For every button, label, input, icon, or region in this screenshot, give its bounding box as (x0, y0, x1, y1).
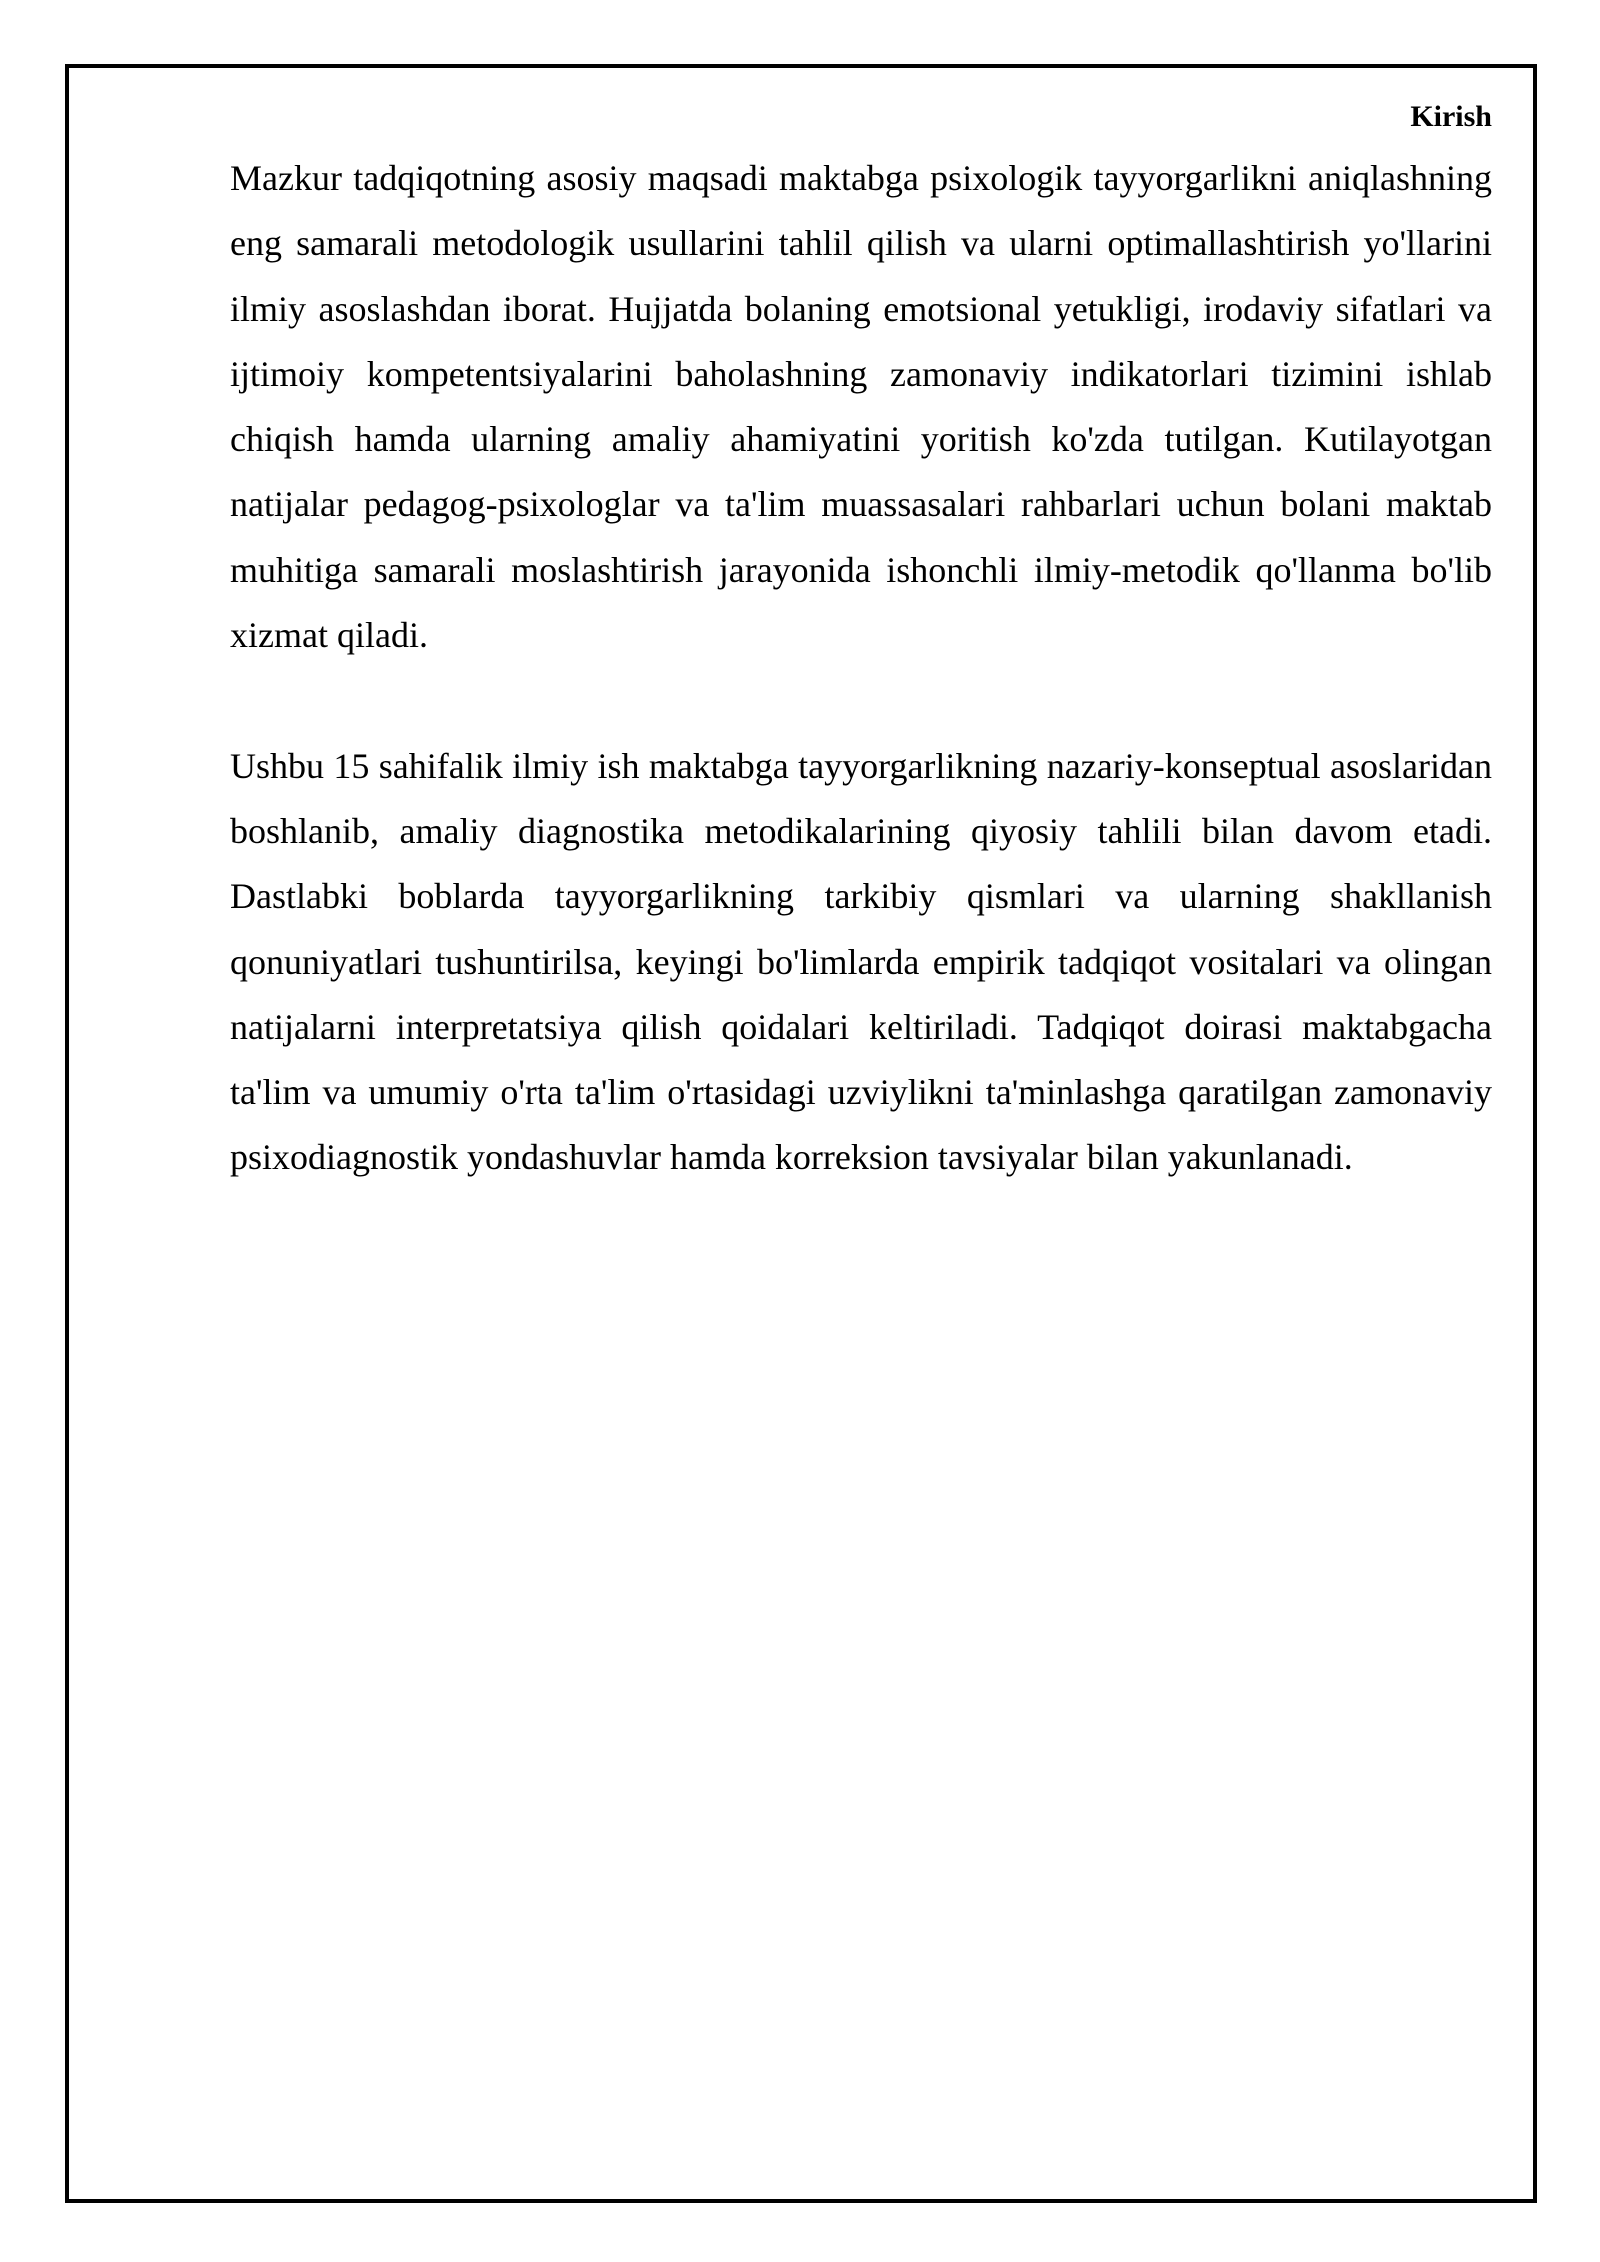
section-heading: Kirish (1410, 100, 1492, 133)
paragraph-scope: Ushbu 15 sahifalik ilmiy ish maktabga tayyorgarlikning nazariy-konseptual asoslaridan boshlanib, amaliy diagnostika metodikalarining qiyosiy tahlili bilan davom etadi. Dastlabki boblarda tayyorgarlikning tarkibiy qismlari va ularning shakllanish qonuniyatlari tushuntirilsa, keyingi bo'limlarda empirik tadqiqot vositalari va olingan natijalarni interpretatsiya qilish qoidalari keltiriladi. Tadqiqot doirasi maktabgacha ta'lim va umumiy o'rta ta'lim o'rtasidagi uzviylikni ta'minlashga qaratilgan zamonaviy psixodiagnostik yondashuvlar hamda korreksion tavsiyalar bilan yakunlanadi. (230, 745, 1492, 1178)
paragraph-intro: Mazkur tadqiqotning asosiy maqsadi maktabga psixologik tayyorgarlikni aniqlashning eng samarali metodologik usullarini tahlil qilish va ularni optimallashtirish yo'llarini ilmiy asoslashdan iborat. Hujjatda bolaning emotsional yetukligi, irodaviy sifatlari va ijtimoiy kompetentsiyalarini baholashning zamonaviy indikatorlari tizimini ishlab chiqish hamda ularning amaliy ahamiyatini yoritish ko'zda tutilgan. Kutilayotgan natijalar pedagog-psixologlar va ta'lim muassasalari rahbarlari uchun bolani maktab muhitiga samarali moslashtirish jarayonida ishonchli ilmiy-metodik qo'llanma bo'lib xizmat qiladi. (230, 158, 1492, 656)
document-body (230, 146, 1492, 1191)
